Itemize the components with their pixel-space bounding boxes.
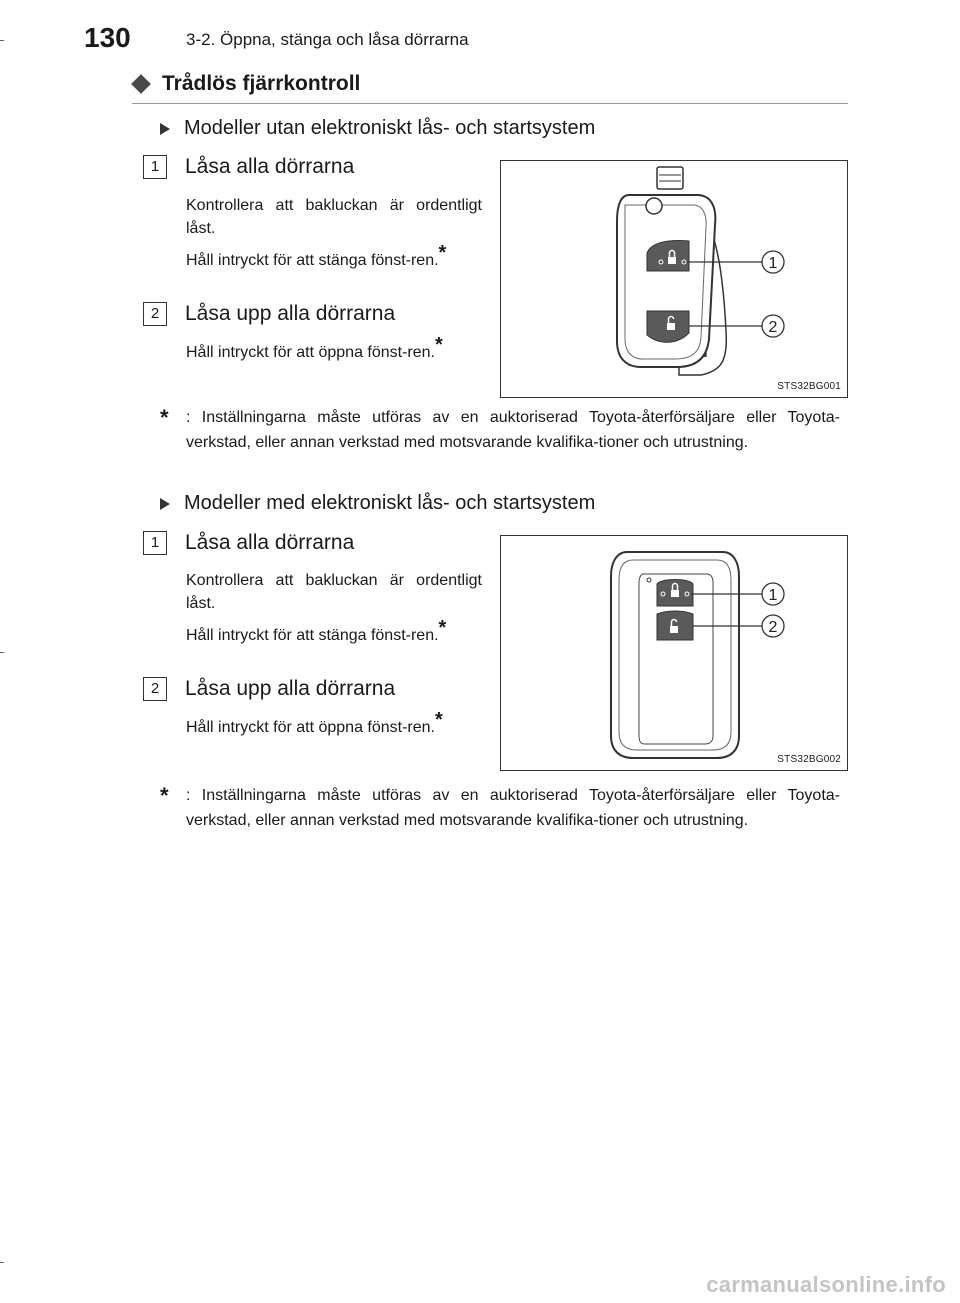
step-number-badge: 2 bbox=[143, 677, 167, 701]
step-paragraph: Håll intryckt för att öppna fönst-ren.* bbox=[186, 334, 443, 361]
step-number-badge: 1 bbox=[143, 531, 167, 555]
step-paragraph: Håll intryckt för att öppna fönst-ren.* bbox=[186, 709, 443, 736]
section-title bbox=[132, 72, 360, 96]
footnote-text: : Inställningarna måste utföras av en auktoriserad Toyota-återförsäljare eller Toyota-verkstad, eller annan verkstad med motsvarande kvalifika-tioner och utrustning. bbox=[186, 787, 840, 829]
footnote-star: * bbox=[435, 709, 443, 731]
footnote-star: * bbox=[160, 405, 169, 430]
triangle-bullet-icon bbox=[160, 498, 170, 510]
step-title: Låsa alla dörrarna bbox=[185, 155, 355, 178]
diamond-bullet-icon bbox=[131, 74, 151, 94]
step-paragraph: Håll intryckt för att stänga fönst-ren.* bbox=[186, 617, 447, 644]
step-number-badge: 1 bbox=[143, 155, 167, 179]
chapter-title: 3-2. Öppna, stänga och låsa dörrarna bbox=[186, 30, 469, 49]
footnote bbox=[160, 405, 840, 455]
figure-code: STS32BG002 bbox=[777, 754, 841, 765]
crop-mark bbox=[0, 652, 4, 653]
smart-key-illustration bbox=[501, 536, 847, 770]
step-paragraph: Håll intryckt för att stänga fönst-ren.* bbox=[186, 242, 447, 269]
step-title: Låsa alla dörrarna bbox=[185, 531, 355, 554]
figure-flip-key bbox=[500, 160, 848, 398]
model-heading: Modeller utan elektroniskt lås- och startsystem bbox=[160, 117, 595, 140]
step-paragraph: Kontrollera att bakluckan är ordentligt låst. bbox=[186, 572, 482, 612]
section-title-text: Trådlös fjärrkontroll bbox=[162, 72, 361, 95]
step-heading bbox=[143, 155, 354, 179]
page-number: 130 bbox=[84, 22, 131, 53]
callout-2: 2 bbox=[768, 619, 778, 636]
step-title: Låsa upp alla dörrarna bbox=[185, 677, 396, 700]
triangle-bullet-icon bbox=[160, 123, 170, 135]
step-heading bbox=[143, 531, 354, 555]
flip-key-illustration bbox=[501, 161, 847, 397]
crop-mark bbox=[0, 1262, 4, 1263]
watermark-text: carmanualsonline.info bbox=[706, 1272, 946, 1297]
step-paragraph: Kontrollera att bakluckan är ordentligt låst. bbox=[186, 197, 482, 237]
section-divider bbox=[132, 103, 848, 104]
footnote bbox=[160, 783, 840, 833]
figure-smart-key bbox=[500, 535, 848, 771]
figure-code: STS32BG001 bbox=[777, 381, 841, 392]
footnote-star: * bbox=[438, 617, 447, 639]
model-heading: Modeller med elektroniskt lås- och startsystem bbox=[160, 492, 595, 515]
callout-2: 2 bbox=[768, 319, 778, 336]
footnote-star: * bbox=[438, 242, 447, 264]
footnote-text: : Inställningarna måste utföras av en auktoriserad Toyota-återförsäljare eller Toyota-verkstad, eller annan verkstad med motsvarande kvalifika-tioner och utrustning. bbox=[186, 409, 840, 451]
step-heading bbox=[143, 302, 395, 326]
step-number-badge: 2 bbox=[143, 302, 167, 326]
crop-mark bbox=[0, 40, 4, 41]
callout-1: 1 bbox=[768, 587, 778, 604]
footnote-star: * bbox=[160, 783, 169, 808]
step-title: Låsa upp alla dörrarna bbox=[185, 302, 396, 325]
callout-1: 1 bbox=[768, 255, 778, 272]
step-heading bbox=[143, 677, 395, 701]
footnote-star: * bbox=[435, 334, 443, 356]
